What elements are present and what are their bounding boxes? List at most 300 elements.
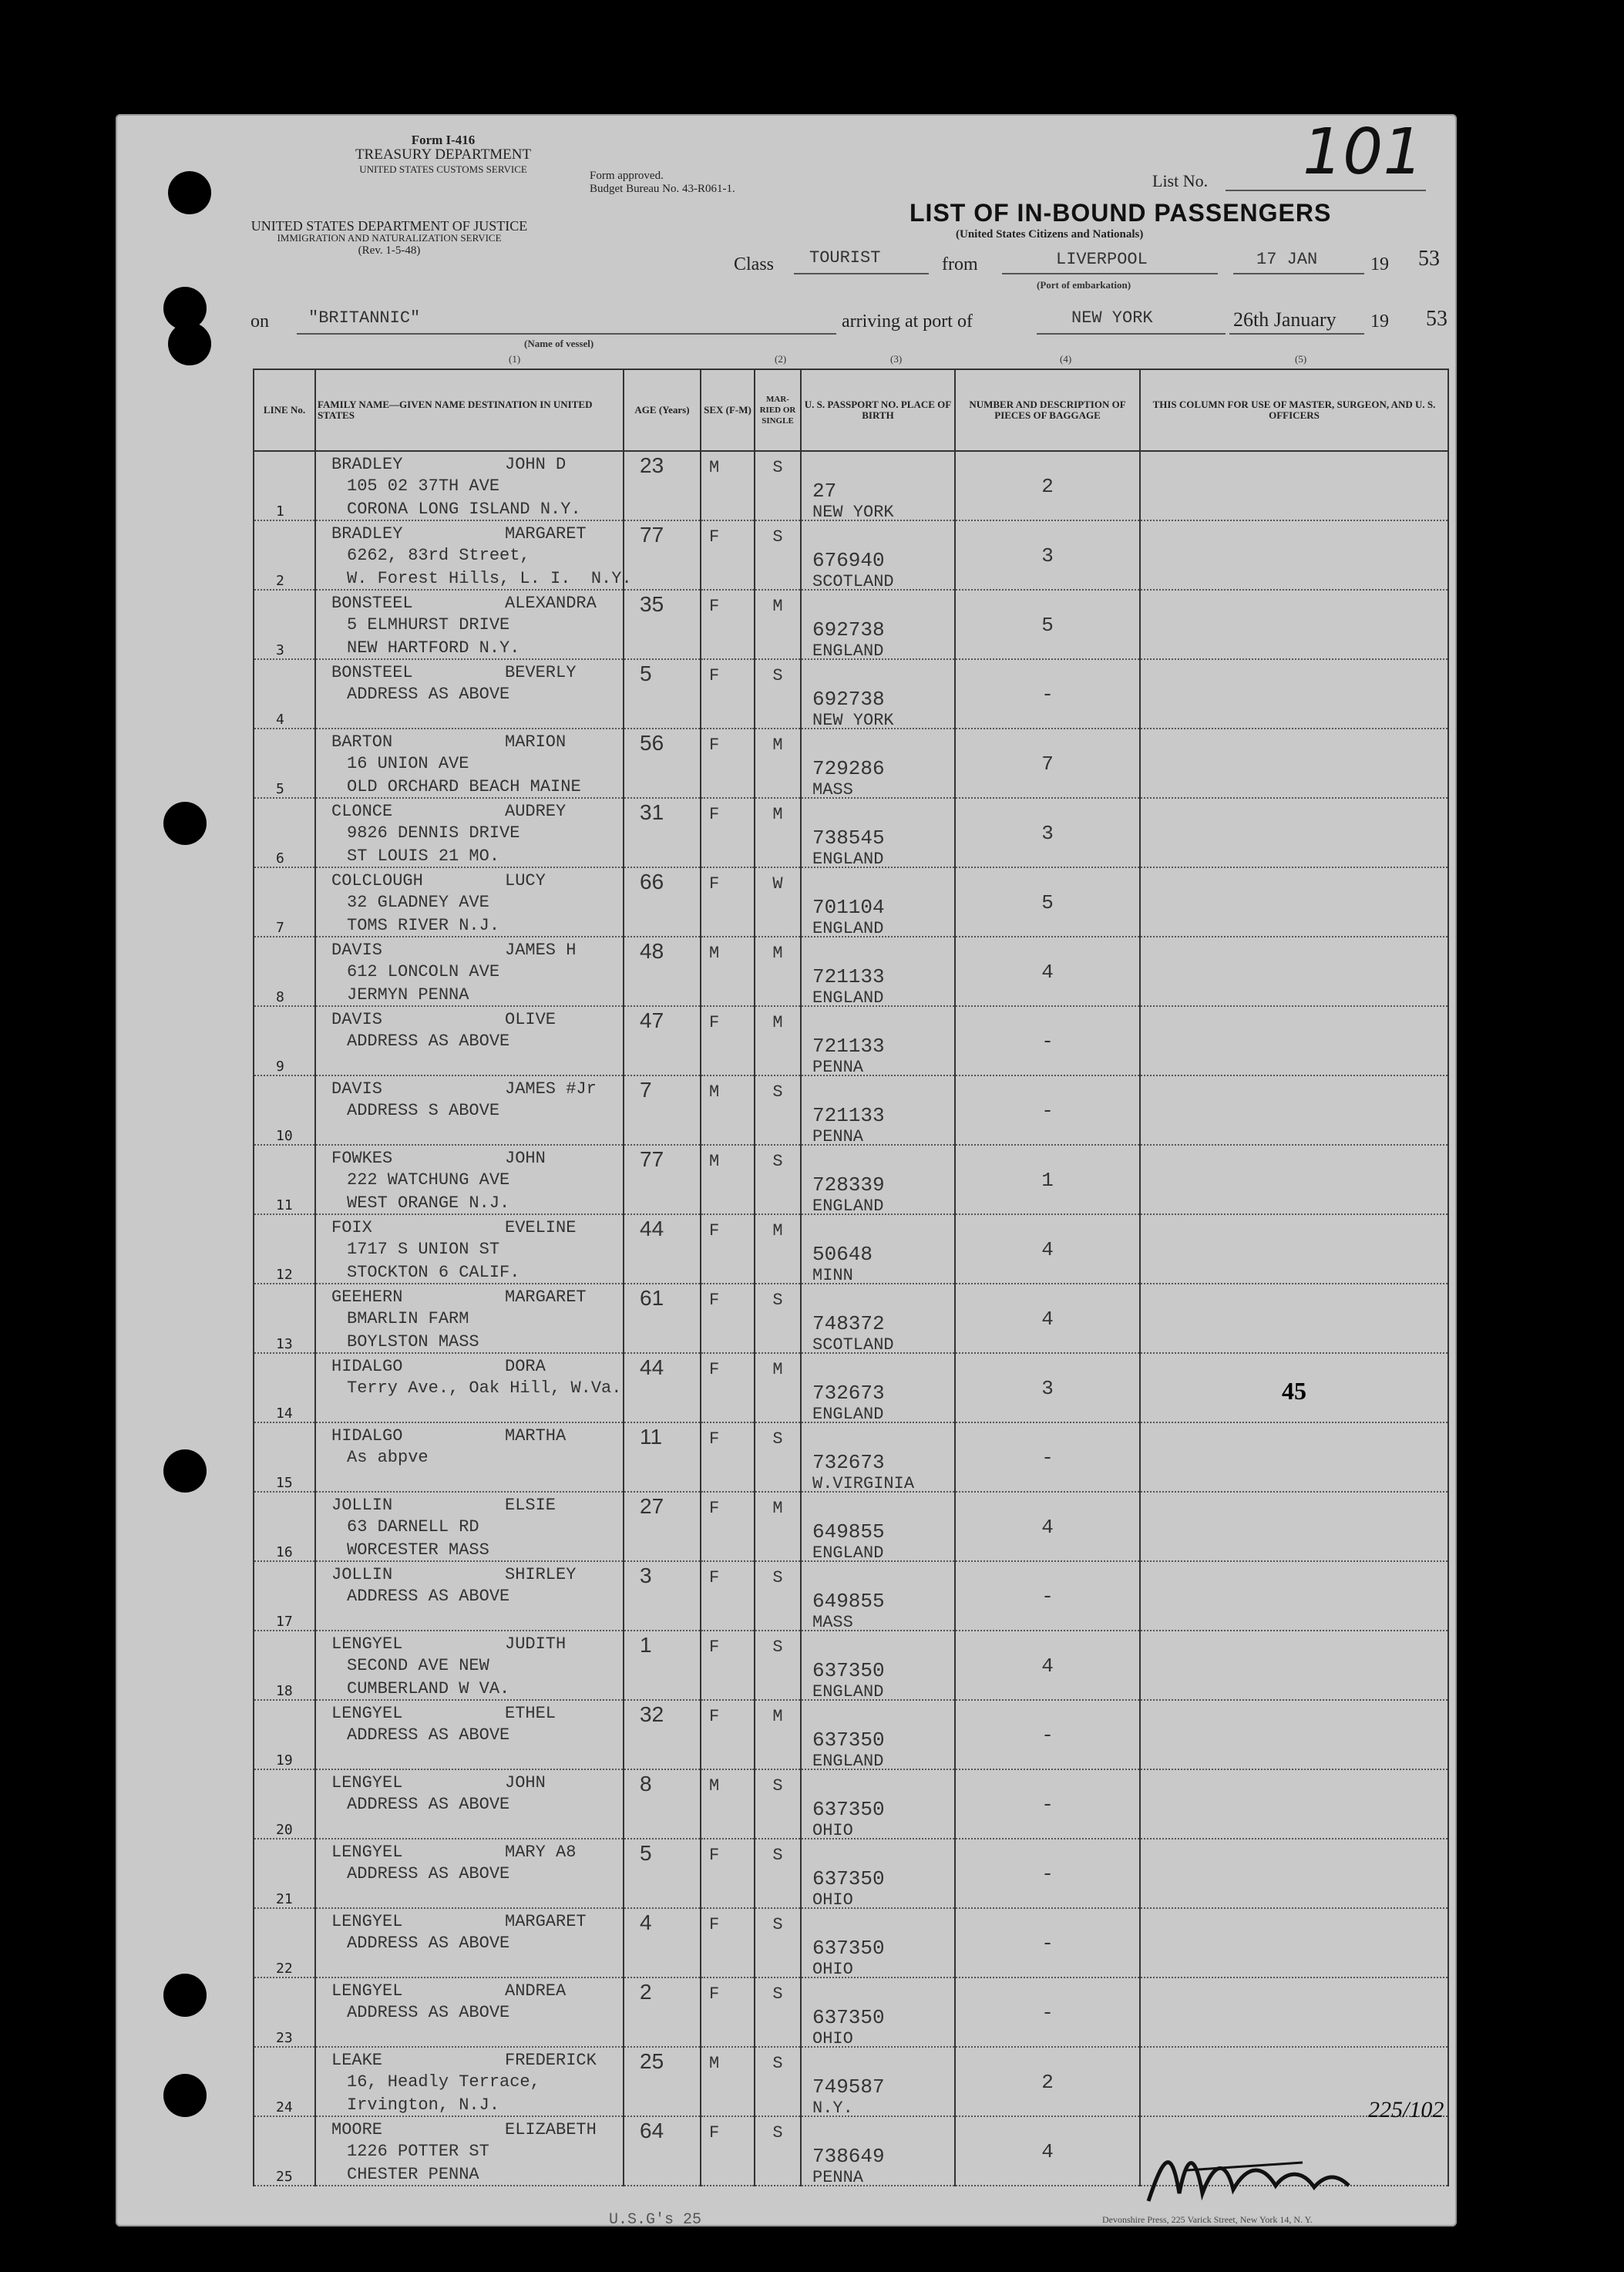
sex: F [709,1915,720,1934]
baggage-cell [955,1422,1140,1492]
passport-cell [801,451,955,520]
line-number: 8 [276,989,284,1005]
baggage-count: 4 [1041,2140,1054,2163]
baggage-cell [955,1492,1140,1561]
officer-cell [1140,1631,1448,1700]
age-cell [624,1075,701,1145]
baggage-count: 5 [1041,891,1054,914]
table-row [254,520,1448,590]
marital-status: M [772,735,783,755]
marital-cell [755,1908,801,1977]
family-name: COLCLOUGH [331,871,423,890]
address-line-1: ADDRESS AS ABOVE [347,1795,510,1814]
age-cell [624,659,701,729]
sex: F [709,1291,720,1310]
officer-cell [1140,1422,1448,1492]
baggage-cell [955,1631,1140,1700]
passport-number: 649855 [812,1590,885,1613]
family-name: JOLLIN [331,1565,393,1584]
line-number: 18 [276,1683,293,1699]
baggage-count: - [1041,1099,1054,1123]
officer-cell [1140,520,1448,590]
sex: F [709,1846,720,1865]
address-line-1: 16 UNION AVE [347,754,469,773]
marital-cell [755,1977,801,2047]
age: 27 [640,1494,664,1518]
marital-cell [755,659,801,729]
table-row [254,1769,1448,1839]
name-cell [315,1700,624,1769]
age: 7 [640,1078,652,1102]
table-row [254,1075,1448,1145]
officer-cell [1140,659,1448,729]
marital-cell [755,1561,801,1631]
baggage-count: - [1041,1446,1054,1469]
marital-status: M [772,1221,783,1240]
age: 8 [640,1772,652,1796]
family-name: LENGYEL [331,1981,403,2001]
table-header-row [254,369,1448,451]
col-num-5: (5) [1295,353,1307,365]
family-name: LENGYEL [331,1843,403,1862]
officer-cell [1140,1492,1448,1561]
place-of-birth: PENNA [812,1127,864,1146]
sex: M [709,1082,720,1102]
family-name: HIDALGO [331,1426,403,1446]
line-cell [254,1353,315,1422]
place-of-birth: OHIO [812,2029,853,2048]
sex: M [709,458,720,477]
marital-status: S [772,2054,783,2073]
marital-status: S [772,1915,783,1934]
marital-status: M [772,1499,783,1518]
marital-cell [755,1700,801,1769]
marital-cell [755,937,801,1006]
passport-number: 649855 [812,1520,885,1543]
baggage-cell [955,1700,1140,1769]
baggage-count: - [1041,683,1054,706]
sex: F [709,1360,720,1379]
ins-title: IMMIGRATION AND NATURALIZATION SERVICE [277,232,502,244]
col-sex: SEX (F-M) [701,369,755,451]
officer-cell [1140,1353,1448,1422]
address-line-2: WEST ORANGE N.J. [347,1193,510,1213]
sex-cell [701,520,755,590]
rev-date: (Rev. 1-5-48) [358,244,421,257]
marital-cell [755,1492,801,1561]
officer-cell [1140,1075,1448,1145]
age: 35 [640,592,664,616]
name-cell [315,1075,624,1145]
marital-status: M [772,944,783,963]
age: 66 [640,870,664,894]
name-cell [315,937,624,1006]
baggage-cell [955,1006,1140,1075]
place-of-birth: ENGLAND [812,1752,884,1771]
sex-cell [701,937,755,1006]
table-row [254,451,1448,520]
line-number: 9 [276,1059,284,1075]
name-cell [315,798,624,867]
baggage-cell [955,867,1140,937]
baggage-count: 2 [1041,2071,1054,2094]
line-number: 15 [276,1475,293,1491]
line-cell [254,1492,315,1561]
table-row [254,1214,1448,1284]
gpo-mark: U.S.G's 25 [609,2211,702,2229]
line-number: 19 [276,1752,293,1769]
marital-status: M [772,1707,783,1726]
given-name: FREDERICK [505,2051,597,2070]
officer-cell [1140,867,1448,937]
sex-cell [701,1769,755,1839]
given-name: SHIRLEY [505,1565,577,1584]
from-year: 53 [1418,247,1440,271]
officer-cell [1140,1006,1448,1075]
sex: M [709,1776,720,1796]
table-row [254,1700,1448,1769]
family-name: JOLLIN [331,1496,393,1515]
passport-cell [801,867,955,937]
class-label: Class [734,254,775,274]
place-of-birth: PENNA [812,2168,864,2187]
officer-cell [1140,1700,1448,1769]
marital-status: S [772,1082,783,1102]
passport-number: 732673 [812,1451,885,1474]
col-num-3: (3) [890,353,903,365]
passport-cell [801,2116,955,2186]
name-cell [315,2116,624,2186]
line-number: 17 [276,1614,293,1630]
line-cell [254,1908,315,1977]
marital-cell [755,2116,801,2186]
marital-cell [755,1145,801,1214]
age: 25 [640,2049,664,2073]
vessel-caption: (Name of vessel) [524,338,594,349]
address-line-1: 105 02 37TH AVE [347,476,500,496]
line-cell [254,1700,315,1769]
passport-cell [801,1214,955,1284]
sex: M [709,1152,720,1171]
sex-cell [701,1422,755,1492]
age-cell [624,1422,701,1492]
sex-cell [701,1839,755,1908]
line-cell [254,1284,315,1353]
address-line-1: BMARLIN FARM [347,1309,469,1328]
marital-cell [755,2047,801,2116]
name-cell [315,1214,624,1284]
sex-cell [701,1700,755,1769]
family-name: HIDALGO [331,1357,403,1376]
officer-cell [1140,798,1448,867]
baggage-cell [955,520,1140,590]
place-of-birth: MINN [812,1266,853,1285]
passenger-table [253,369,1449,2186]
sex-cell [701,1353,755,1422]
name-cell [315,1145,624,1214]
family-name: FOIX [331,1218,372,1237]
line-number: 22 [276,1961,293,1977]
name-cell [315,590,624,659]
place-of-birth: ENGLAND [812,641,884,661]
line-number: 3 [276,642,284,658]
sex-cell [701,1977,755,2047]
line-number: 12 [276,1267,293,1283]
given-name: ANDREA [505,1981,567,2001]
table-row [254,1908,1448,1977]
binder-hole [163,1974,207,2017]
marital-cell [755,1214,801,1284]
age: 44 [640,1355,664,1379]
line-number: 14 [276,1405,293,1422]
age-cell [624,1631,701,1700]
sex-cell [701,1006,755,1075]
age-cell [624,2047,701,2116]
line-number: 5 [276,781,284,797]
line-cell [254,590,315,659]
address-line-2: NEW HARTFORD N.Y. [347,638,520,658]
sex-cell [701,1075,755,1145]
name-cell [315,1422,624,1492]
age-cell [624,1214,701,1284]
baggage-count: - [1041,1724,1054,1747]
passport-cell [801,1075,955,1145]
address-line-2: OLD ORCHARD BEACH MAINE [347,777,581,796]
age: 77 [640,1147,664,1171]
baggage-count: 3 [1041,1377,1054,1400]
given-name: JAMES H [505,941,577,960]
age: 2 [640,1980,652,2004]
passport-cell [801,1908,955,1977]
sex: F [709,597,720,616]
marital-status: M [772,1013,783,1032]
officer-cell [1140,590,1448,659]
passport-cell [801,1145,955,1214]
sex: M [709,944,720,963]
form-number: Form I-416 [411,133,476,147]
line-cell [254,1977,315,2047]
given-name: JOHN [505,1773,546,1792]
line-cell [254,1006,315,1075]
arriving-port: NEW YORK [1071,308,1153,328]
address-line-1: ADDRESS AS ABOVE [347,1934,510,1953]
sex-cell [701,867,755,937]
table-row [254,798,1448,867]
line-number: 21 [276,1891,293,1907]
line-number: 11 [276,1197,293,1213]
given-name: ETHEL [505,1704,556,1723]
place-of-birth: NEW YORK [812,503,894,522]
master-signature [1141,2139,1395,2209]
page-subtitle: (United States Citizens and Nationals) [956,228,1144,241]
passport-number: 637350 [812,1798,885,1821]
baggage-cell [955,1839,1140,1908]
marital-cell [755,1839,801,1908]
baggage-count: 4 [1041,1308,1054,1331]
age: 48 [640,939,664,963]
table-row [254,1839,1448,1908]
given-name: ELIZABETH [505,2120,597,2139]
age: 56 [640,731,664,755]
age-cell [624,2116,701,2186]
place-of-birth: OHIO [812,1821,853,1840]
officer-cell [1140,451,1448,520]
place-of-birth: ENGLAND [812,988,884,1008]
address-line-2: CUMBERLAND W VA. [347,1679,510,1698]
baggage-cell [955,1145,1140,1214]
address-line-1: ADDRESS AS ABOVE [347,1032,510,1051]
marital-status: S [772,1429,783,1449]
age: 47 [640,1008,664,1032]
marital-cell [755,1631,801,1700]
name-cell [315,451,624,520]
marital-cell [755,867,801,937]
name-cell [315,1631,624,1700]
place-of-birth: ENGLAND [812,850,884,869]
passport-number: 721133 [812,965,885,988]
officer-cell [1140,1214,1448,1284]
table-row [254,1631,1448,1700]
budget-bureau: Budget Bureau No. 43-R061-1. [590,183,735,195]
age-cell [624,1006,701,1075]
line-cell [254,937,315,1006]
address-line-2: WORCESTER MASS [347,1540,489,1560]
given-name: MARGARET [505,1912,587,1931]
line-number: 24 [276,2099,293,2115]
given-name: DORA [505,1357,546,1376]
table-row [254,1561,1448,1631]
line-number: 20 [276,1822,293,1838]
marital-cell [755,1075,801,1145]
sex-cell [701,1145,755,1214]
from-label: from [942,254,978,274]
given-name: EVELINE [505,1218,577,1237]
line-cell [254,2116,315,2186]
line-number: 10 [276,1128,293,1144]
baggage-cell [955,798,1140,867]
passport-number: 637350 [812,1867,885,1890]
address-line-1: ADDRESS AS ABOVE [347,1587,510,1606]
table-row [254,867,1448,937]
family-name: LENGYEL [331,1704,403,1723]
table-row [254,659,1448,729]
sex: F [709,735,720,755]
table-row [254,1284,1448,1353]
place-of-birth: W.VIRGINIA [812,1474,915,1493]
age: 44 [640,1217,664,1240]
marital-status: S [772,1984,783,2004]
address-line-1: 1717 S UNION ST [347,1240,500,1259]
table-row [254,1492,1448,1561]
age-cell [624,729,701,798]
baggage-count: 3 [1041,544,1054,567]
binder-hole [168,322,211,365]
passport-number: 692738 [812,618,885,641]
sex: M [709,2054,720,2073]
sex: F [709,1707,720,1726]
baggage-cell [955,659,1140,729]
name-cell [315,1908,624,1977]
baggage-count: 5 [1041,614,1054,637]
address-line-1: ADDRESS AS ABOVE [347,685,510,704]
table-row [254,1353,1448,1422]
age-cell [624,798,701,867]
age: 1 [640,1633,652,1657]
family-name: DAVIS [331,941,383,960]
age-cell [624,520,701,590]
passport-number: 732673 [812,1382,885,1405]
baggage-cell [955,2116,1140,2186]
passport-number: 637350 [812,1659,885,1682]
marital-status: S [772,1568,783,1587]
age-cell [624,451,701,520]
line-cell [254,1145,315,1214]
marital-cell [755,1353,801,1422]
table-row [254,1422,1448,1492]
age: 23 [640,453,664,477]
passport-number: 637350 [812,2006,885,2029]
family-name: CLONCE [331,802,393,821]
given-name: ALEXANDRA [505,594,597,613]
baggage-cell [955,590,1140,659]
given-name: JOHN D [505,455,567,474]
binder-hole [163,2074,207,2117]
col-age: AGE (Years) [624,369,701,451]
age-cell [624,1353,701,1422]
passport-cell [801,1977,955,2047]
given-name: BEVERLY [505,663,577,682]
name-cell [315,2047,624,2116]
doj-block [250,220,528,257]
name-cell [315,659,624,729]
printer-imprint: Devonshire Press, 225 Varick Street, New York 14, N. Y. [1102,2214,1313,2225]
marital-status: S [772,1152,783,1171]
age: 61 [640,1286,664,1310]
col-passport: U. S. PASSPORT NO. PLACE OF BIRTH [801,369,955,451]
given-name: JAMES #Jr [505,1079,597,1099]
sex: F [709,2123,720,2142]
officer-note: 45 [1282,1377,1306,1405]
name-cell [315,520,632,590]
address-line-2: JERMYN PENNA [347,985,469,1005]
passport-number: 748372 [812,1312,885,1335]
marital-status: S [772,1291,783,1310]
passport-number: 721133 [812,1104,885,1127]
baggage-count: 3 [1041,822,1054,845]
name-cell [315,1977,624,2047]
place-of-birth: ENGLAND [812,1405,884,1424]
passport-number: 721133 [812,1035,885,1058]
address-line-1: 1226 POTTER ST [347,2142,489,2161]
family-name: BRADLEY [331,455,403,474]
passport-cell [801,590,955,659]
passport-cell [801,729,955,798]
address-line-1: 6262, 83rd Street, [347,546,530,565]
age-cell [624,1145,701,1214]
family-name: BONSTEEL [331,663,413,682]
line-cell [254,1561,315,1631]
age-cell [624,937,701,1006]
col-baggage: NUMBER AND DESCRIPTION OF PIECES OF BAGGAGE [955,369,1140,451]
given-name: AUDREY [505,802,567,821]
address-line-1: 612 LONCOLN AVE [347,962,500,981]
passport-cell [801,1700,955,1769]
baggage-cell [955,1561,1140,1631]
col-num-4: (4) [1060,353,1072,365]
officer-cell [1140,1977,1448,2047]
family-name: DAVIS [331,1079,383,1099]
col-name: FAMILY NAME—GIVEN NAME DESTINATION IN UNITED STATES [315,369,624,451]
